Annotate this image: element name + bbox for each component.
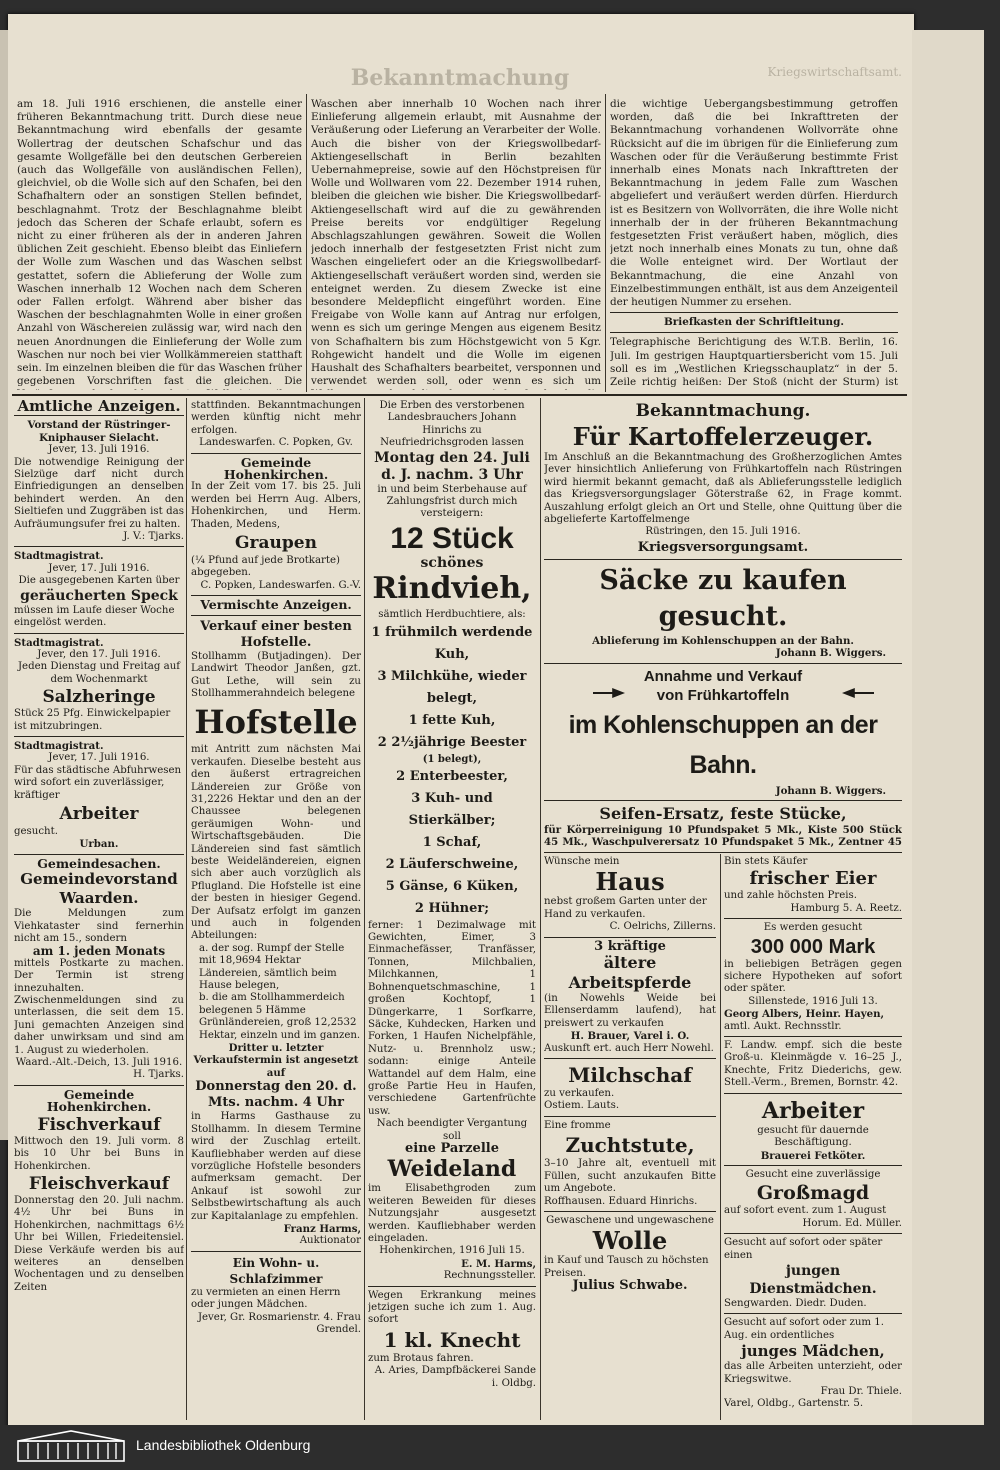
hof-b: b. die am Stollhammerdeich belegenen 5 Hämme Grünländereien, groß 12,2532 Hektar, einzeln und im ganzen. (199, 992, 361, 1041)
annahme-line1: Annahme und Verkauf (643, 667, 803, 685)
dienst-sign: Sengwarden. Diedr. Duden. (724, 1297, 867, 1309)
weide-sign: E. M. Harms, (461, 1257, 536, 1270)
saecke-text: Ablieferung im Kohlenschuppen an der Bahn. (592, 634, 854, 647)
landw-text: F. Landw. empf. sich die beste Groß-u. Kleinmägde v. 16–25 J., Knechte, Fritz Diederichs, gew. Stell.-Verm., Bremen, Bornstr. 42. (724, 1040, 902, 1089)
gemeinde-date: Waard.-Alt.-Deich, 13. Juli 1916. (15, 1057, 183, 1069)
ghost-header-right: Kriegswirtschaftsamt. (767, 66, 902, 79)
mark-text: in beliebigen Beträgen gegen sichere Hypotheken auf sofort oder später. (724, 958, 902, 995)
magd-big: Großmagd (756, 1182, 870, 1205)
verm-title: Vermischte Anzeigen. (200, 597, 352, 613)
seifen-text: für Körperreinigung 10 Pfundspaket 5 Mk., Kiste 500 Stück 45 Mk., Waschpulverersatz 10 Pfundspaket 5 Mk., Zentner 45 (544, 824, 902, 849)
eier-sign: Hamburg 5. A. Reetz. (790, 902, 902, 914)
column-rule (605, 94, 606, 392)
stadt2-date: Jever, den 17. Juli 1916. (37, 648, 161, 660)
amtliche-title: Amtliche Anzeigen. (17, 400, 181, 415)
weideland-big: Weideland (387, 1156, 517, 1183)
arbeiter-sign: Brauerei Fetköter. (760, 1149, 866, 1162)
stadt1-big: geräucherten Speck (20, 587, 178, 604)
divider (724, 1313, 902, 1314)
livestock-list (368, 622, 536, 920)
zimmer-text: zu vermieten an einen Herrn oder jungen Mädchen. (191, 1286, 341, 1311)
magd-sign: Horum. Ed. Müller. (802, 1217, 902, 1229)
stadt1-text2: müssen im Laufe dieser Woche eingelöst werden. (14, 604, 175, 629)
termin-role: Auktionator (299, 1235, 361, 1247)
termin-text: Dritter u. letzter Verkaufstermin ist angesetzt auf (193, 1042, 359, 1079)
gemeinde-sign: H. Tjarks. (133, 1069, 184, 1081)
eier-top: Bin stets Käufer (724, 856, 808, 867)
stadt2-big: Salzheringe (42, 687, 156, 708)
stadt3-big: Arbeiter (59, 803, 139, 824)
milch-text: zu verkaufen. (544, 1088, 615, 1100)
knecht-text: Wegen Erkrankung meines jetzigen suche ich zum 1. Aug. sofort (368, 1289, 536, 1326)
stadt3-text2: gesucht. (14, 825, 58, 837)
briefkasten-text: Telegraphische Berichtigung des W.T.B. Berlin, 16. Juli. Im gestrigen Hauptquartiersbericht vom 15. Juli soll es im „Westlichen Kriegsschauplatz“ in der 5. Zeile richtig heißen: Der Stoß (nicht der Sturm) ist (610, 336, 898, 389)
article-text-3: die wichtige Uebergangsbestimmung getroffen worden, daß die bei Inkrafttreten der Bekanntmachung vorhandenen Wollvorräte ohne Rücksicht auf die im übrigen für die Einlieferung zum Waschen oder für die Veräußerung bestimmte Frist innerhalb eines Monats nach Inkrafttreten der Bekanntmachung in jedem Falle zum Waschen abgeliefert und veräußert werden dürfen. Hierdurch ist es Besitzern von Wollvorräten, die ihre Wolle nicht innerhalb der in der früheren Bekanntmachung festgesetzten Frist veräußert haben, möglich, dies jetzt noch innerhalb eines Monats zu tun, ohne daß die Wolle enteignet wird. Der Wortlaut der Bekanntmachung, die eine Anzahl von Einzelbestimmungen enthält, ist aus dem Anzeigenteil der heutigen Nummer zu ersehen. (610, 98, 898, 309)
fleisch-big: Fleischverkauf (28, 1173, 170, 1194)
arbeits-text: (in Nowehls Weide bei Ellenserdamm laufend), hat preiswert zu verkaufen (544, 993, 716, 1029)
stute-big: Zuchtstute, (565, 1133, 695, 1158)
kart-date: Rüstringen, den 15. Juli 1916. (645, 526, 801, 538)
list-item: 5 Gänse, 6 Küken, (385, 878, 519, 894)
weide-date: Hohenkirchen, 1916 Juli 15. (379, 1245, 525, 1257)
stadt2-title: Stadtmagistrat. (14, 636, 104, 649)
dienst-big: jungen Dienstmädchen. (749, 1262, 877, 1297)
divider (724, 1036, 902, 1037)
divider (544, 937, 716, 938)
knecht-big: 1 kl. Knecht (383, 1327, 521, 1352)
kart-sign: Kriegsversorgungsamt. (637, 539, 809, 555)
arbeits-sign2: Auskunft ert. auch Herr Nowehl. (544, 1042, 714, 1054)
col2-hohen-title: Gemeinde Hohenkirchen. (223, 454, 329, 483)
divider (191, 595, 361, 596)
fisch-big: Fischverkauf (37, 1114, 161, 1135)
magd-top: Gesucht eine zuverlässige (745, 1168, 881, 1180)
column-rule (186, 398, 187, 1420)
ferner-text: ferner: 1 Dezimalwage mit Gewichten, Eimer, 3 Einmachefässer, Tranfässer, Tonnen, Milchbalien, Milchkannen, 1 Bohnenquetschmaschine, 1 großen Kochtopf, 1 Düngerkarre, 1 Sorfkarre, Säcke, Kuhdecken, Harken und Forken, 1 Haufen Nichelpfähle, Nutz- u. Brennholz usw.; sodann: einige Anteile Wattandel auf dem Halm, eine große Partie Heu in Haufen, verschiedene Gartenfrüchte usw. (368, 919, 536, 1117)
divider (14, 736, 184, 737)
list-item: 2 Läuferschweine, (385, 856, 519, 872)
knecht-sign: A. Aries, Dampfbäckerei Sande i. Oldbg. (374, 1365, 536, 1389)
gemeinde-text2: mittels Postkarte zu machen. Der Termin ist streng innezuhalten. Zwischenmeldungen sind zu unterlassen, die seit dem 15. Juni gemachten Anzeigen sind daher unwirksam und sind am 1. August zu wiederholen. (14, 957, 184, 1056)
column-rule (720, 854, 721, 1420)
article-text-2: Waschen aber innerhalb 10 Wochen nach ihrer Einlieferung allgemein erlaubt, mit Ausnahme der Veräußerung oder Lieferung an Verarbeiter der Wolle. Auch die bisher von der Kriegswollbedarf-Aktiengesellschaft in Berlin bezahlten Uebernahmepreise, sowie auf den Höchstpreisen für Wolle und Wollwaren vom 22. Dezember 1914 ruhen, bleiben die gleichen wie bisher. Die Kriegswollbedarf-Aktiengesellschaft wird auf die zu gewährenden Preise bereits vor endgültiger Regelung Abschlagszahlungen gewähren. Soweit die Wollen jedoch innerhalb der festgesetzten Frist nicht zum Waschen eingeliefert oder an die Kriegswollbedarf-Aktiengesellschaft veräußert worden sind, werden sie enteignet werden. Zu diesem Zwecke ist eine besondere Meldepflicht eingeführt worden. Eine Freigabe von Wolle kann auf Antrag nur erfolgen, wenn es sich um geringe Mengen aus eigenem Besitz von Schafhaltern bis zum Höchstgewicht von 5 Kgr. Rohgewicht handelt und die Wolle im eigenen Haushalt des Schafhalters bearbeitet, versponnen und verwendet werden soll, oder wenn es sich um (311, 98, 601, 388)
arbeits-sign: H. Brauer, Varel i. O. (570, 1030, 690, 1043)
termin-text2: in Harms Gasthause zu Stollhamm. In diesem Termine wird der Zuschlag erteilt. Kaufliebhaber werden auf diese vorzügliche Hofstelle besonders aufmerksam gemacht. Der Ankauf ist sowohl zur Selbstbewirtschaftung als auch zur Kapitalanlage zu empfehlen. (191, 1111, 361, 1222)
column-rule (306, 94, 307, 392)
mark-top: Es werden gesucht (763, 922, 863, 934)
hofstelle-big: Hofstelle (194, 703, 358, 742)
column-rule (364, 398, 365, 1420)
kohlen-big: im Kohlenschuppen an der Bahn. (568, 710, 878, 779)
rind-sub: sämtlich Herdbuchtiere, als: (378, 609, 526, 621)
adjacent-page-edge (912, 30, 984, 1430)
divider (724, 1165, 902, 1166)
list-item: (1 belegt), (422, 753, 482, 765)
section-rule (544, 852, 902, 853)
ads-column-4-top (544, 400, 902, 850)
divider (544, 663, 902, 664)
maedchen-top: Gesucht auf sofort oder zum 1. Aug. ein ordentliches (724, 1317, 885, 1341)
schoenes: schönes (420, 554, 484, 571)
seifen-big: Seifen-Ersatz, feste Stücke, (599, 804, 847, 824)
divider (14, 1085, 184, 1086)
arbeiter-big: Arbeiter (761, 1097, 865, 1124)
kart-big: Für Kartoffelerzeuger. (572, 422, 874, 451)
stute-top: Eine fromme (544, 1119, 611, 1131)
article-column-3 (610, 98, 898, 390)
maedchen-addr: Varel, Oldbg., Gartenstr. 5. (724, 1398, 864, 1410)
divider (724, 1093, 902, 1094)
mark-big: 300 000 Mark (750, 935, 876, 958)
magd-text: auf sofort event. zum 1. August (724, 1205, 887, 1217)
col3-date-big: Montag den 24. Juli d. J. nachm. 3 Uhr (374, 449, 530, 483)
verkauf-text1: Stollhamm (Butjadingen). Der Landwirt Theodor Janßen, gzt. Gut Lethe, will sein zu Stollhammerahndeich belegene (191, 650, 361, 699)
col2-top-text: stattfinden. Bekanntmachungen werden künftig nicht mehr erfolgen. (191, 400, 361, 436)
arbeiter-text: gesucht für dauernde Beschäftigung. (757, 1124, 869, 1149)
divider (191, 453, 361, 454)
divider (724, 1233, 902, 1234)
annahme-line2: von Frühkartoffeln (656, 686, 790, 704)
gemeinde-text1: Die Meldungen zum Viehkataster sind fernerhin nicht am 15., sondern (14, 908, 184, 944)
gemeinde-title: Gemeindesachen. (37, 855, 161, 871)
ghost-header-center: Bekanntmachung (350, 66, 570, 90)
milch-big: Milchschaf (568, 1063, 692, 1088)
graupen-text2: (¼ Pfund auf jede Brotkarte) abgegeben. (191, 555, 341, 579)
stueck-big: 12 Stück (390, 521, 514, 555)
haus-top: Wünsche mein (544, 856, 620, 867)
fleisch-text: Donnerstag den 20. Juli nachm. 4½ Uhr bei Buns in Hohenkirchen, nachmittags 6½ Uhr bei Willen, Friedeitensiel. Diese Verkäufe werden bis auf weiteres an denselben Wochentagen und zu denselben Zeiten (14, 1194, 184, 1293)
arbeits-top: 3 kräftige (594, 938, 666, 954)
haus-text: nebst großem Garten unter der Hand zu verkaufen. (544, 896, 707, 920)
stadt3-sign: Urban. (79, 838, 119, 851)
mark-date: Sillenstede, 1916 Juli 13. (748, 995, 878, 1007)
stute-sign: Roffhausen. Eduard Hinrichs. (544, 1195, 698, 1207)
bek-title: Bekanntmachung. (635, 401, 811, 421)
knecht-text2: zum Brotaus fahren. (368, 1352, 474, 1364)
list-item: 1 Schaf, (422, 834, 482, 850)
list-item: 3 Kuh- und Stierkälber; (408, 790, 496, 828)
col2-top-sign: Landeswarfen. C. Popken, Gv. (199, 437, 353, 449)
divider (14, 854, 184, 855)
divider (544, 559, 902, 560)
wolle-sign: Julius Schwabe. (572, 1278, 688, 1294)
hohen-title: Gemeinde Hohenkirchen. (46, 1086, 152, 1115)
briefkasten-title: Briefkasten der Schriftleitung. (664, 316, 844, 329)
ads-column-3 (368, 400, 536, 1420)
nach-text: Nach beendigter Vergantung soll (376, 1118, 528, 1142)
wolle-big: Wolle (592, 1226, 668, 1256)
graupen-sign: C. Popken, Landeswarfen. G.-V. (200, 579, 361, 591)
weide-role: Rechnungssteller. (443, 1270, 536, 1282)
stadt1-date: Jever, 17. Juli 1916. (48, 562, 150, 574)
dienst-top: Gesucht auf sofort oder später einen (724, 1237, 883, 1261)
wolle-top: Gewaschene und ungewaschene (546, 1214, 714, 1226)
graupen-big: Graupen (235, 533, 317, 554)
gemeinde-big: Gemeindevorstand Waarden. (20, 870, 178, 908)
divider (610, 332, 898, 333)
stadt3-date: Jever, 17. Juli 1916. (48, 752, 150, 764)
section-rule (12, 394, 907, 396)
divider (544, 1211, 716, 1212)
list-item: 2 Hühner; (414, 900, 490, 916)
termin-big: Donnerstag den 20. d. Mts. nachm. 4 Uhr (195, 1079, 357, 1111)
col3-place: in und beim Sterbehause auf Zahlungsfrist durch mich versteigern: (377, 483, 527, 520)
list-item: 1 fette Kuh, (408, 712, 496, 728)
kohlen-sign: Johann B. Wiggers. (775, 784, 886, 797)
article-column-2 (311, 98, 601, 390)
haus-big: Haus (595, 867, 665, 897)
stadt2-text1: Jeden Dienstag und Freitag auf dem Wochenmarkt (17, 661, 181, 685)
maedchen-text: das alle Arbeiten unterzieht, oder Kriegswitwe. (724, 1361, 902, 1385)
divider (14, 415, 184, 416)
divider (544, 1058, 716, 1059)
fisch-text: Mittwoch den 19. Juli vorm. 8 bis 10 Uhr bei Buns in Hohenkirchen. (14, 1135, 184, 1172)
rindvieh-big: Rindvieh, (372, 571, 532, 607)
col3-top-text: Die Erben des verstorbenen Landesbrauchers Johann Hinrichs zu Neufriedrichsgroden lassen (379, 400, 525, 449)
zimmer-sign: Jever, Gr. Rosmarienstr. 4. Frau Grendel. (197, 1311, 361, 1335)
article-text-1: am 18. Juli 1916 erschienen, die anstelle einer früheren Bekanntmachung tritt. Durch diese neue Bekanntmachung wird ebenfalls der gesamte Wollertrag der deutschen Schafschur und das gesamte Wollgefälle bei den deutschen Gerbereien (auch das Wollgefälle von ausländischen Fellen), gleichviel, ob die Wolle sich auf den Schafen, bei den Schafhaltern oder an sonstigen Stellen befindet, beschlagnahmt. Trotz der Beschlagnahme bleibt jedoch das Scheren der Schafe erlaubt, sofern es nicht zu einer früheren als der in anderen Jahren üblichen Zeit geschieht. Ebenso bleibt das Einliefern der Wolle zum Waschen und das Waschen selbst gestattet, sofern die Ablieferung der Wolle zum Waschen innerhalb 12 Wochen nach dem Scheren oder Fallen erfolgt. Während aber bisher das Waschen der beschlagnahmten Wolle in einer großen Anzahl von Wäschereien zulässig war, wird nach den neuen Anordnungen die Einlieferung der Wolle zum Waschen nur noch bei vier Wollkämmereien statthaft sein. Im einzelnen bleiben die für das Waschen früher gegebenen Vorschriften fast die gleichen. Die (17, 98, 302, 388)
list-item: 1 frühmilch werdende Kuh, (371, 624, 533, 662)
library-name: Landesbibliothek Oldenburg (136, 1437, 311, 1453)
verkauf-title: Verkauf einer besten Hofstelle. (200, 618, 352, 650)
ads-column-2 (191, 400, 361, 1420)
gemeinde-mid: am 1. jeden Monats (32, 944, 166, 959)
divider (544, 1116, 716, 1117)
list-item: 2 2½jährige Beester (377, 734, 527, 750)
library-building-icon (16, 1429, 126, 1463)
mark-role: amtl. Aukt. Rechnsstlr. (724, 1020, 842, 1032)
stadt3-text1: Für das städtische Abfuhrwesen wird sofort ein zuverlässiger, kräftiger (14, 764, 182, 801)
arbeits-big: ältere Arbeitspferde (568, 953, 692, 993)
ads-column-1 (14, 400, 184, 1420)
stadt1-text1: Die ausgegebenen Karten über (18, 575, 180, 587)
maedchen-sign: Frau Dr. Thiele. (820, 1385, 902, 1397)
divider (191, 1251, 361, 1252)
mark-sign: Georg Albers, Heinr. Hayen, (724, 1008, 885, 1021)
maedchen-big: junges Mädchen, (741, 1342, 885, 1361)
divider (724, 918, 902, 919)
weide-text: im Elisabethgroden zum weiteren Beweiden für dieses Nutzungsjahr ausgesetzt werden. Kaufliebhaber werden eingeladen. (368, 1183, 536, 1244)
article-column-1 (17, 98, 302, 390)
kart-text: Im Anschluß an die Bekanntmachung des Großherzoglichen Amtes Jever hinsichtlich Anlieferung von Frühkartoffeln nach Rüstringen wird hiermit bekannt gemacht, daß als Ablieferungsstelle lediglich das Kriegsversorgungslager Göterstraße 62, in Frage kommt. Auszahlung erfolgt gleich an Ort und Stelle, ohne Quittung über die abgelieferte Kartoffelmenge (544, 452, 902, 526)
hof-a: a. der sog. Rumpf der Stelle mit 18,9694 Hektar Ländereien, sämtlich beim Hause belegen, (199, 942, 345, 992)
divider (368, 1286, 536, 1287)
eier-big: frischer Eier (749, 868, 877, 890)
milch-sign: Ostiem. Lauts. (544, 1100, 620, 1112)
list-item: 3 Milchkühe, wieder belegt, (377, 668, 527, 706)
stadt1-title: Stadtmagistrat. (14, 550, 104, 563)
vorstand-date: Jever, 13. Juli 1916. (48, 444, 150, 456)
saecke-big: Säcke zu kaufen gesucht. (599, 564, 847, 632)
vorstand-title: Vorstand der Rüstringer-Kniphauser Sielacht. (27, 419, 171, 444)
haus-sign: C. Oelrichs, Zillerns. (609, 921, 716, 933)
ads-column-4a (544, 856, 716, 1420)
divider (14, 633, 184, 634)
list-item: 2 Enterbeester, (396, 768, 508, 784)
stadt3-title: Stadtmagistrat. (14, 739, 104, 752)
divider (191, 615, 361, 616)
vorstand-text: Die notwendige Reinigung der Sielzüge darf nicht durch Einfriedigungen an denselben behindert werden. An den Sieltiefen und Zuggräben ist das Aufräumungsufer frei zu halten. (14, 456, 184, 530)
wolle-text: in Kauf und Tausch zu höchsten Preisen. (544, 1255, 709, 1279)
divider (544, 800, 902, 801)
parzelle: eine Parzelle (405, 1140, 499, 1156)
divider (610, 312, 898, 313)
stute-text: 3–10 Jahre alt, eventuell mit Füllen, sucht anzukaufen Bitte um Angebote. (544, 1158, 716, 1195)
zimmer-big: Ein Wohn- u. Schlafzimmer (229, 1255, 323, 1286)
vorstand-sign: J. V.: Tjarks. (123, 531, 184, 543)
stadt2-text2: Stück 25 Pfg. Einwickelpapier ist mitzubringen. (14, 708, 171, 732)
ads-column-4b (724, 856, 902, 1420)
graupen-text1: In der Zeit vom 17. bis 25. Juli werden bei Herrn Aug. Albers, Hohenkirchen, und Herm. Thaden, Medens, (191, 481, 361, 530)
hofstelle-text: mit Antritt zum nächsten Mai verkaufen. Dieselbe besteht aus den äußerst ertragreichen Ländereien zur Größe von 31,2226 Hektar und den an der Chaussee belegenen geräumigen Wohn- und Wirtschaftsgebäuden. Die Ländereien sind fast sämtlich beste Weideländereien, eignen sich aber auch vorzüglich als Pflugland. Die Hofstelle ist eine der besten in hiesiger Gegend. Der Aufsatz erfolgt im ganzen und auch in folgenden Abteilungen: (191, 744, 361, 942)
left-page-edge (0, 30, 8, 1140)
termin-sign: Franz Harms, (283, 1222, 361, 1235)
eier-text: und zahle höchsten Preis. (724, 890, 857, 902)
saecke-sign: Johann B. Wiggers. (775, 647, 886, 660)
column-rule (540, 398, 541, 1420)
divider (14, 546, 184, 547)
